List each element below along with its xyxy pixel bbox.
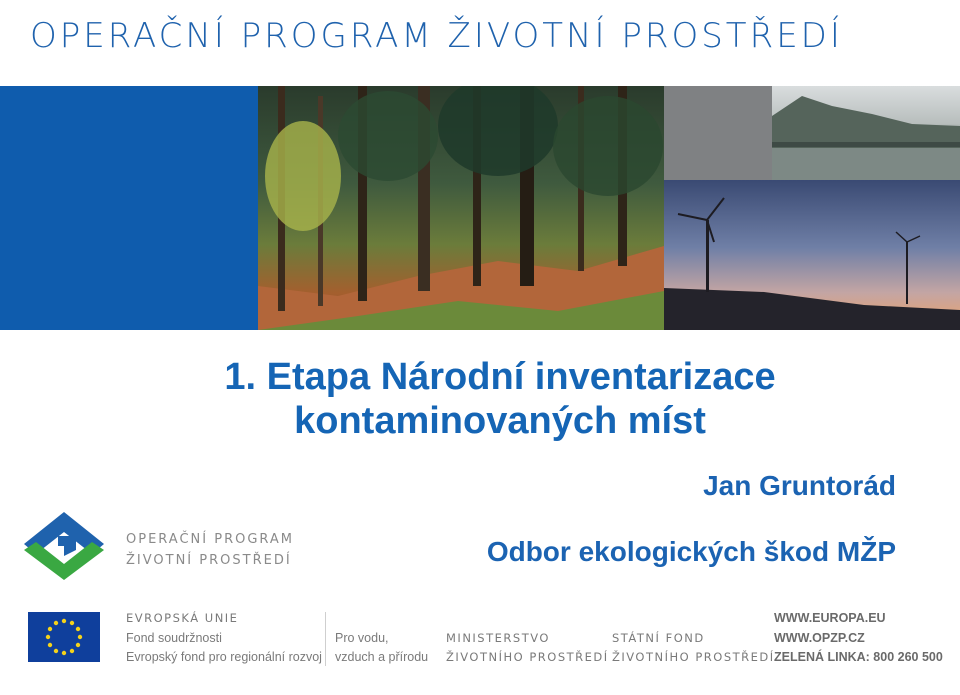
- wind-turbine-illustration: [664, 180, 960, 330]
- wind-turbine-photo: [664, 180, 960, 330]
- forest-illustration: [258, 86, 664, 330]
- footer-logos: [0, 600, 960, 695]
- lake-illustration: [772, 86, 960, 180]
- op-zp-logo-text: [126, 529, 294, 571]
- op-logo-line-2: ŽIVOTNÍ PROSTŘEDÍ: [126, 553, 292, 568]
- blue-color-panel: [0, 86, 258, 330]
- program-banner-title: OPERAČNÍ PROGRAM ŽIVOTNÍ PROSTŘEDÍ: [30, 16, 843, 56]
- motto-line-2: vzduch a přírodu: [335, 650, 429, 664]
- ministry-line-1: MINISTERSTVO: [446, 631, 550, 645]
- slide-title-line-2: kontaminovaných míst: [294, 400, 706, 442]
- opzp-link[interactable]: WWW.OPZP.CZ: [774, 631, 865, 645]
- hotline-text: ZELENÁ LINKA: 800 260 500: [774, 650, 943, 664]
- state-fund-line-2: ŽIVOTNÍHO PROSTŘEDÍ: [612, 650, 775, 664]
- header-photo-strip: [0, 86, 960, 330]
- op-zp-logo-icon: [18, 510, 110, 582]
- ministry-line-2: ŽIVOTNÍHO PROSTŘEDÍ: [446, 650, 609, 664]
- gray-color-panel: [664, 86, 772, 180]
- eu-cohesion-fund: Fond soudržnosti: [126, 631, 222, 645]
- author-name: Jan Gruntorád: [703, 470, 896, 501]
- eu-regional-fund: Evropský fond pro regionální rozvoj: [126, 650, 322, 664]
- forest-photo: [258, 86, 664, 330]
- state-fund-line-1: STÁTNÍ FOND: [612, 631, 705, 645]
- eu-flag-icon: [28, 612, 100, 662]
- slide-title: [160, 355, 840, 443]
- eu-stars-icon: [28, 612, 100, 662]
- department-name: Odbor ekologických škod MŽP: [486, 536, 896, 567]
- eu-title: EVROPSKÁ UNIE: [126, 611, 239, 625]
- lake-photo: [772, 86, 960, 180]
- footer-divider: [325, 612, 326, 666]
- europa-link[interactable]: WWW.EUROPA.EU: [774, 611, 886, 625]
- motto-line-1: Pro vodu,: [335, 631, 389, 645]
- op-logo-line-1: OPERAČNÍ PROGRAM: [126, 532, 295, 547]
- slide-title-line-1: 1. Etapa Národní inventarizace: [224, 356, 776, 398]
